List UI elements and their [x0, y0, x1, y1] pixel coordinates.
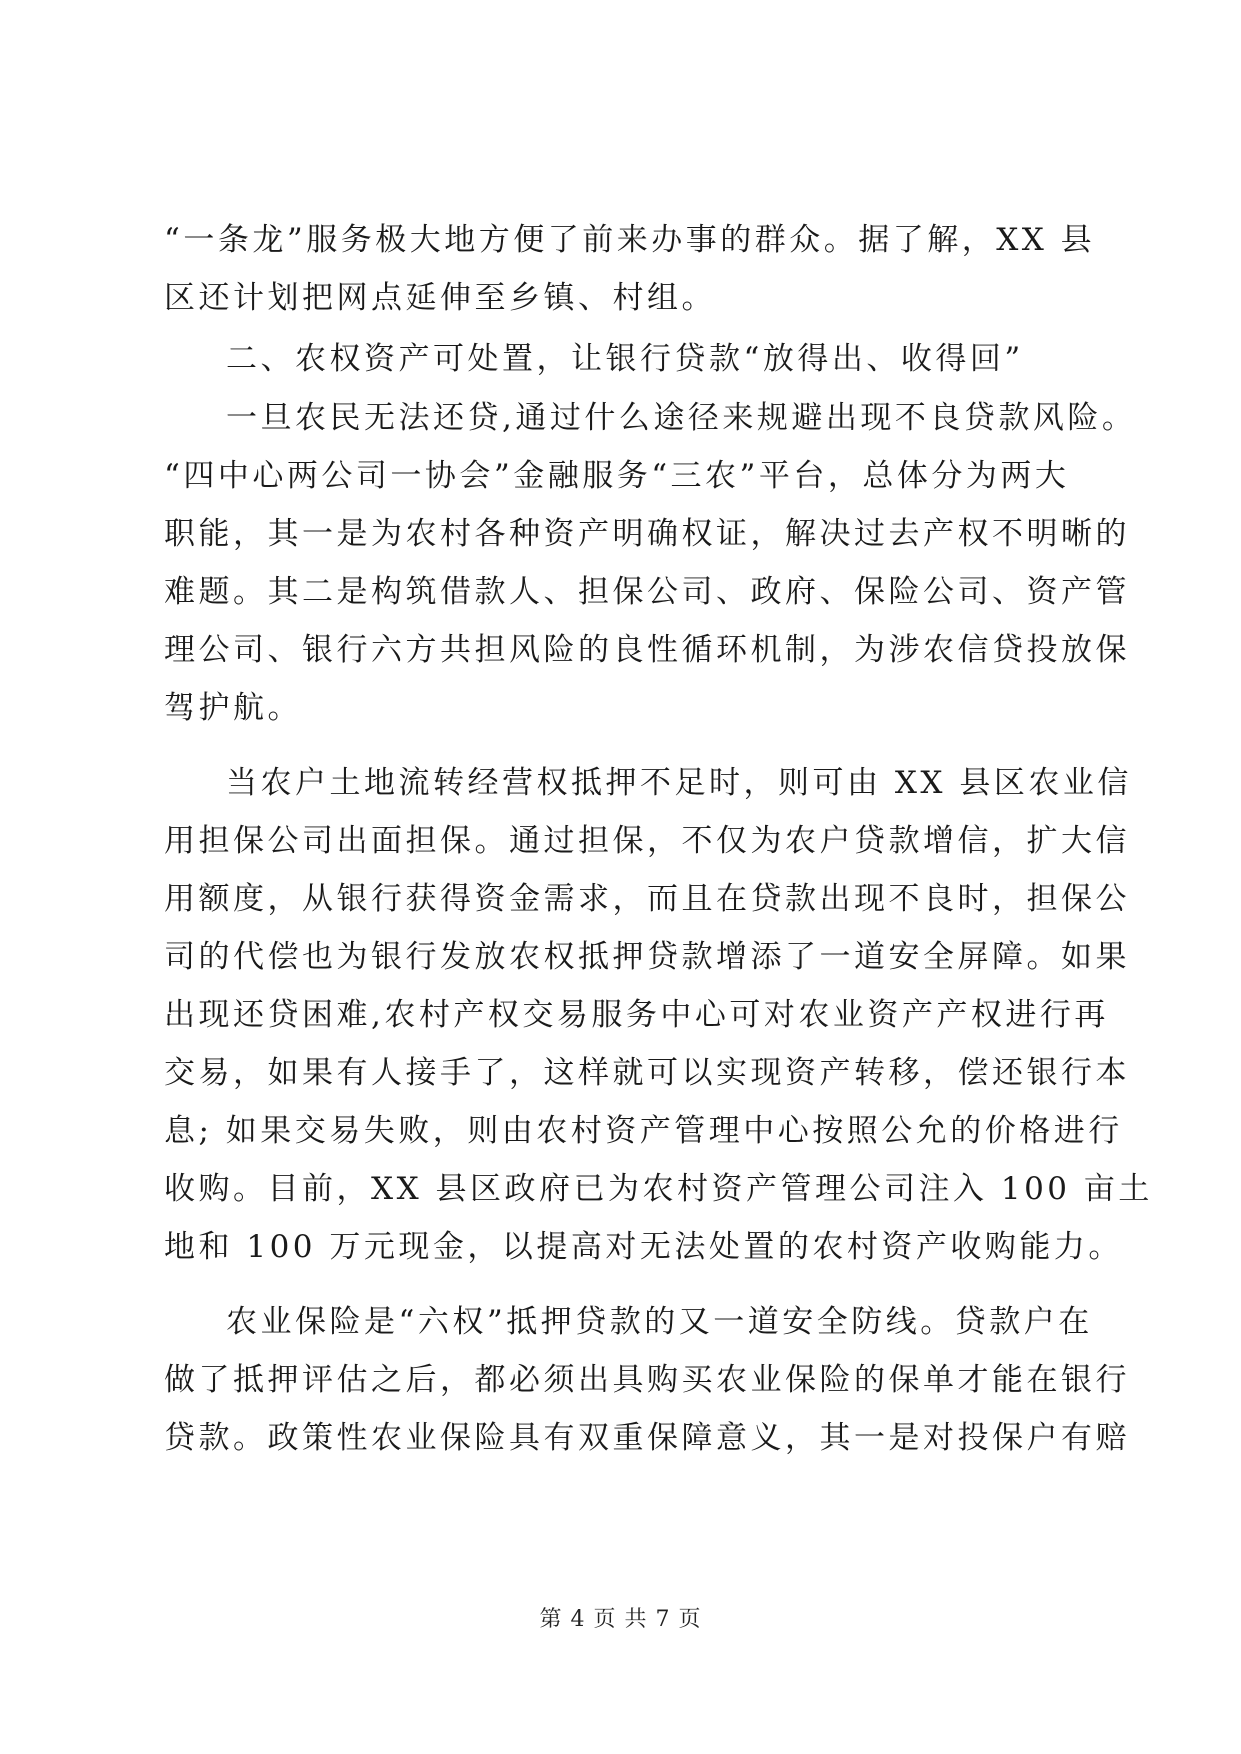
- text-line: 息; 如果交易失败，则由农村资产管理中心按照公允的价格进行: [164, 1113, 1123, 1149]
- text-line: 用担保公司出面担保。通过担保，不仅为农户贷款增信，扩大信: [164, 823, 1130, 859]
- text-line: 收购。目前，XX 县区政府已为农村资产管理公司注入 100 亩土: [164, 1171, 1153, 1207]
- text-line: 一旦农民无法还贷,通过什么途径来规避出现不良贷款风险。: [226, 400, 1137, 436]
- text-line: 职能，其一是为农村各种资产明确权证，解决过去产权不明晰的: [164, 516, 1130, 552]
- text-line: 难题。其二是构筑借款人、担保公司、政府、保险公司、资产管: [164, 574, 1130, 610]
- text-line: 出现还贷困难,农村产权交易服务中心可对农业资产产权进行再: [164, 997, 1109, 1033]
- text-line: “四中心两公司一协会”金融服务“三农”平台，总体分为两大: [164, 458, 1070, 494]
- text-line: 地和 100 万元现金，以提高对无法处置的农村资产收购能力。: [164, 1229, 1123, 1265]
- text-line: 交易，如果有人接手了，这样就可以实现资产转移，偿还银行本: [164, 1055, 1130, 1091]
- text-line: “一条龙”服务极大地方便了前来办事的群众。据了解，XX 县: [164, 222, 1096, 258]
- text-line: 司的代偿也为银行发放农权抵押贷款增添了一道安全屏障。如果: [164, 939, 1130, 975]
- text-line: 做了抵押评估之后，都必须出具购买农业保险的保单才能在银行: [164, 1362, 1130, 1398]
- page-footer: 第 4 页 共 7 页: [539, 1607, 702, 1632]
- text-line: 当农户土地流转经营权抵押不足时，则可由 XX 县区农业信: [226, 765, 1132, 801]
- text-line: 贷款。政策性农业保险具有双重保障意义，其一是对投保户有赔: [164, 1420, 1130, 1456]
- text-line: 理公司、银行六方共担风险的良性循环机制，为涉农信贷投放保: [164, 632, 1130, 668]
- text-line: 驾护航。: [164, 690, 302, 726]
- text-line: 农业保险是“六权”抵押贷款的又一道安全防线。贷款户在: [226, 1304, 1093, 1340]
- section-heading: 二、农权资产可处置，让银行贷款“放得出、收得回”: [226, 341, 1024, 377]
- text-line: 区还计划把网点延伸至乡镇、村组。: [164, 280, 716, 316]
- text-line: 用额度，从银行获得资金需求，而且在贷款出现不良时，担保公: [164, 881, 1130, 917]
